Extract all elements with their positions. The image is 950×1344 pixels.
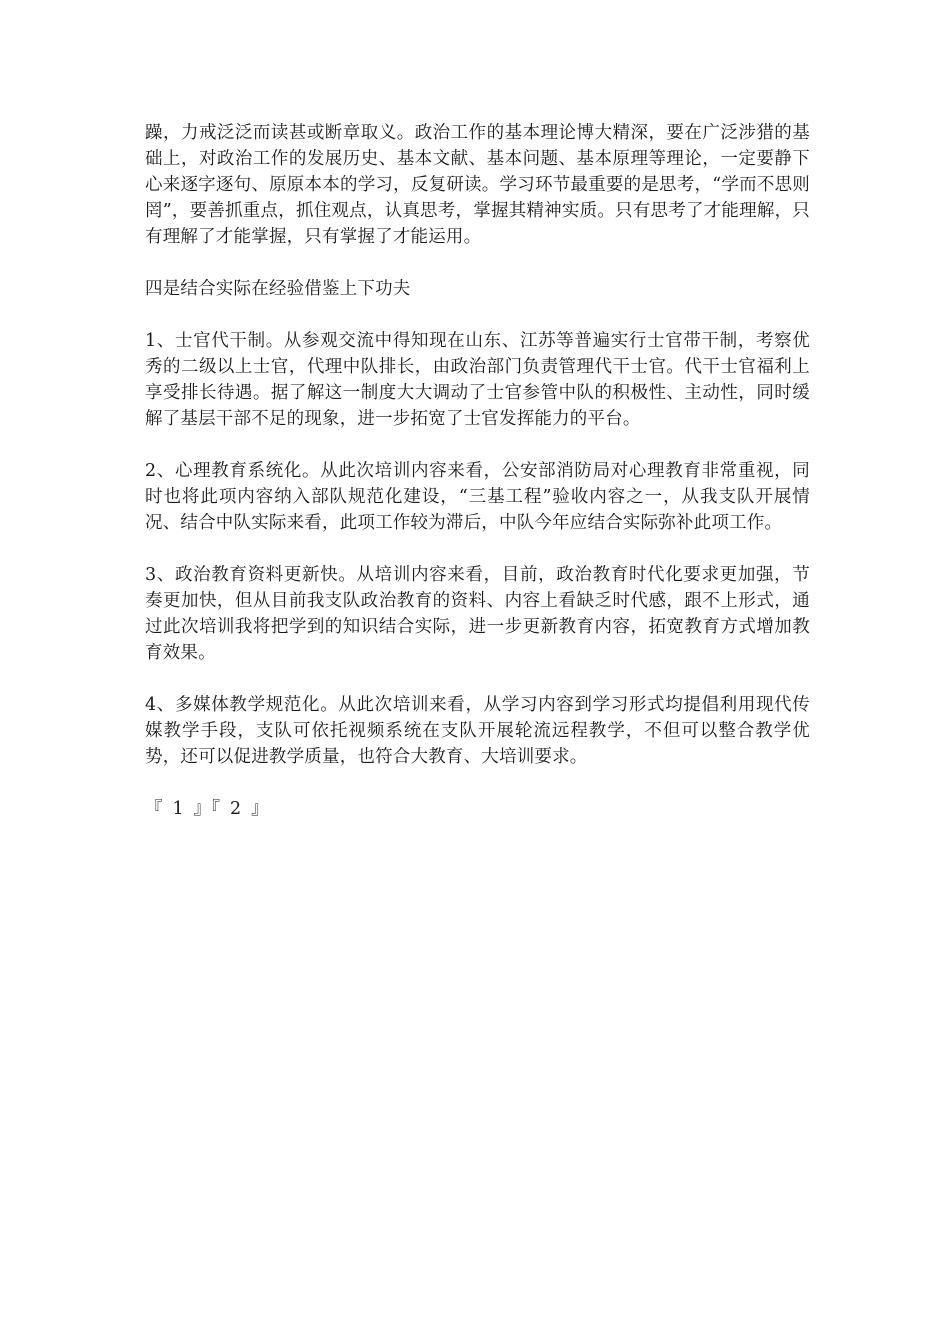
paragraph-item-4: 4、多媒体教学规范化。从此次培训来看，从学习内容到学习形式均提倡利用现代传媒教学手段，支队可依托视频系统在支队开展轮流远程教学，不但可以整合教学优势，还可以促进教学质量，也符合大教育、大培训要求。 xyxy=(145,695,810,767)
document-body xyxy=(145,120,810,822)
paragraph-item-1: 1、士官代干制。从参观交流中得知现在山东、江苏等普遍实行士官带干制，考察优秀的二级以上士官，代理中队排长，由政治部门负责管理代干士官。代干士官福利上享受排长待遇。据了解这一制度大大调动了士官参管中队的积极性、主动性，同时缓解了基层干部不足的现象，进一步拓宽了士官发挥能力的平台。 xyxy=(145,331,810,429)
paragraph-item-3: 3、政治教育资料更新快。从培训内容来看，目前，政治教育时代化要求更加强，节奏更加快，但从目前我支队政治教育的资料、内容上看缺乏时代感，跟不上形式，通过此次培训我将把学到的知识结合实际，进一步更新教育内容，拓宽教育方式增加教育效果。 xyxy=(145,565,810,663)
page-link-2[interactable]: 『 2 』 xyxy=(211,799,269,819)
section-heading: 四是结合实际在经验借鉴上下功夫 xyxy=(145,279,411,299)
pagination xyxy=(145,796,810,822)
paragraph-item-2: 2、心理教育系统化。从此次培训内容来看，公安部消防局对心理教育非常重视，同时也将此项内容纳入部队规范化建设，“三基工程”验收内容之一，从我支队开展情况、结合中队实际来看，此项工作较为滞后，中队今年应结合实际弥补此项工作。 xyxy=(145,461,810,533)
page-link-1[interactable]: 『 1 』 xyxy=(145,799,212,819)
paragraph-intro: 躁，力戒泛泛而读甚或断章取义。政治工作的基本理论博大精深，要在广泛涉猎的基础上，对政治工作的发展历史、基本文献、基本问题、基本原理等理论，一定要静下心来逐字逐句、原原本本的学习，反复研读。学习环节最重要的是思考，“学而不思则罔”，要善抓重点，抓住观点，认真思考，掌握其精神实质。只有思考了才能理解，只有理解了才能掌握，只有掌握了才能运用。 xyxy=(145,123,810,247)
